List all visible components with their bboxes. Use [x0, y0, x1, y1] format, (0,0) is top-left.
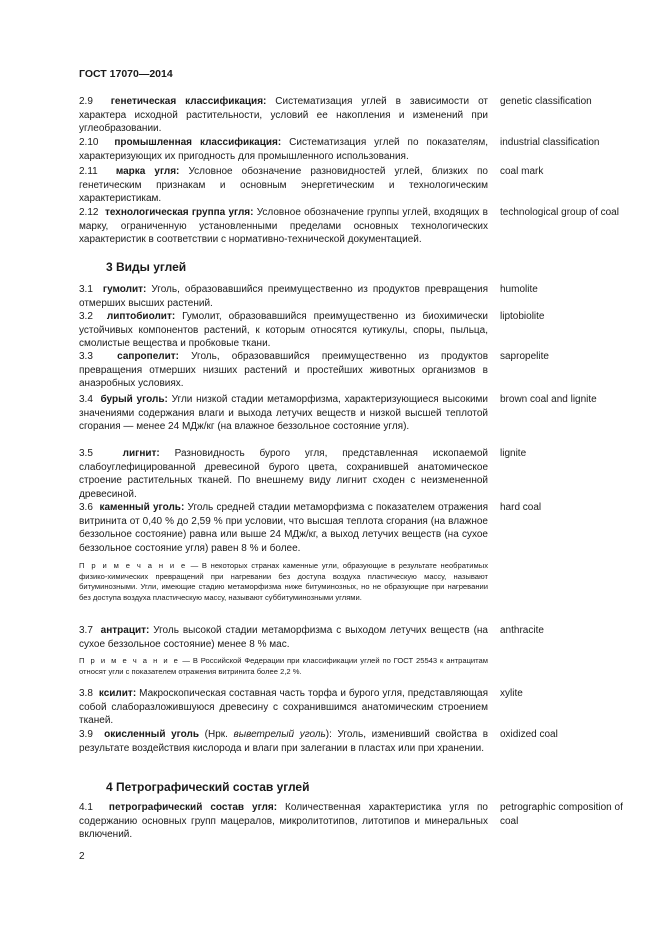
- note-text: — В некоторых странах каменные угли, образующие в результате необратимых физико-химических превращений при нагревании без доступа воздуха пластическую массу, называют битуминозными. Угли, имеющие стадию метаморфизма ниже битуминозных, но не образующие при нагревании без доступа воздуха пластическую массу, называют суббитуминозными углями.: [79, 561, 489, 602]
- entry-number: 3.6: [79, 502, 93, 513]
- entry-definition: Угли низкой стадии метаморфизма, характеризующиеся высокими значениями содержания влаги и выхода летучих веществ и низкой высшей теплотой сгорания — менее 24 МДж/кг (на влажное беззольное состояние угля).: [79, 394, 488, 432]
- entry-term: лигнит:: [122, 448, 160, 459]
- entry-definition: Условное обозначение разновидностей углей, близких по генетическим признакам и основным энергетическим и технологическим характеристикам.: [79, 166, 488, 204]
- note-label: П р и м е ч а н и е: [79, 561, 187, 570]
- entry-term: ксилит:: [98, 688, 137, 699]
- entry-2-9: [79, 95, 488, 136]
- entry-3-1: [79, 283, 488, 310]
- term-en-3-7: anthracite: [500, 625, 544, 636]
- term-en-3-5: lignite: [500, 448, 527, 459]
- entry-term: окисленный уголь: [104, 729, 200, 740]
- entry-definition: Гумолит, образовавшийся преимущественно из биохимически устойчивых компонентов растений, к которым относятся кутикулы, споры, пыльца, смолистые вещества и пробковые ткани.: [79, 311, 488, 349]
- note-text: — В Российской Федерации при классификации углей по ГОСТ 25543 к антрацитам относят угли с показателем отражения витринита более 2,2 %.: [79, 656, 488, 676]
- entry-number: 2.9: [79, 96, 93, 107]
- entry-number: 3.4: [79, 394, 93, 405]
- entry-number: 3.5: [79, 448, 93, 459]
- entry-3-7: [79, 624, 488, 651]
- entry-number: 3.9: [79, 729, 93, 740]
- note-anthracite: [79, 656, 488, 677]
- note-hard-coal: [79, 561, 488, 603]
- entry-2-11: [79, 165, 488, 206]
- term-en-3-8: xylite: [500, 688, 523, 699]
- term-en-3-6: hard coal: [500, 502, 542, 513]
- entry-term: гумолит:: [102, 284, 147, 295]
- entry-definition: Уголь высокой стадии метаморфизма с выходом летучих веществ (на сухое беззольное состояние) менее 8 % мас.: [79, 625, 488, 650]
- term-en-3-4: brown coal and lignite: [500, 394, 597, 405]
- entry-3-4: [79, 393, 488, 434]
- entry-3-8: [79, 687, 488, 728]
- entry-definition: Систематизация углей по показателям, характеризующих их пригодность для промышленного использования.: [79, 137, 488, 162]
- entry-number: 2.12: [79, 207, 99, 218]
- entry-3-9: [79, 728, 488, 755]
- entry-2-10: [79, 136, 488, 163]
- entry-term: генетическая классификация:: [110, 96, 267, 107]
- entry-term: сапропелит:: [117, 351, 179, 362]
- entry-definition: ): Уголь, изменивший свойства в результате воздействия кислорода и влаги при залегании в пластах или при хранении.: [79, 729, 489, 754]
- entry-abbrev: (Нрк.: [199, 729, 234, 740]
- entry-4-1: [79, 801, 488, 842]
- term-en-3-2: liptobiolite: [500, 311, 545, 322]
- term-en-3-3: sapropelite: [500, 351, 549, 362]
- term-en-3-9: oxidized coal: [500, 729, 558, 740]
- entry-definition: Разновидность бурого угля, представленная ископаемой слабоуглефицированной древесиной бурого цвета, сохранившей анатомическое строение растительных тканей. По внешнему виду лигнит сходен с неизмененной древесиной.: [79, 448, 488, 500]
- entry-3-2: [79, 310, 488, 351]
- entry-definition: Уголь, образовавшийся преимущественно из продуктов превращения отмерших низших растений и простейших животных организмов в анаэробных условиях.: [79, 351, 489, 389]
- term-en-2-9: genetic classification: [500, 96, 592, 107]
- entry-3-5: [79, 447, 488, 501]
- entry-definition: Макроскопическая составная часть торфа и бурого угля, представляющая собой слаборазложившуюся древесину с сохранившимся анатомическим строением тканей.: [79, 688, 488, 726]
- entry-number: 3.1: [79, 284, 93, 295]
- term-en-3-1: humolite: [500, 284, 538, 295]
- entry-term: петрографический состав угля:: [108, 802, 278, 813]
- entry-3-3: [79, 350, 488, 391]
- entry-number: 3.2: [79, 311, 93, 322]
- entry-number: 3.8: [79, 688, 93, 699]
- note-label: П р и м е ч а н и е: [79, 656, 180, 665]
- entry-definition: Уголь средней стадии метаморфизма с показателем отражения витринита от 0,40 % до 2,59 % при условии, что высшая теплота сгорания (на влажное беззольное состояние) равна или выше 24 МДж/кг, а выход летучих веществ (на сухое беззольное состояние угля) равен 8 % и более.: [79, 502, 488, 554]
- term-en-2-11: coal mark: [500, 166, 544, 177]
- entry-term: промышленная классификация:: [114, 137, 282, 148]
- entry-3-6: [79, 501, 488, 555]
- section-3-heading: 3 Виды углей: [106, 260, 187, 274]
- entry-number: 4.1: [79, 802, 93, 813]
- entry-number: 2.11: [79, 166, 98, 177]
- term-en-4-1: petrographic composition of coal: [500, 802, 623, 827]
- entry-definition: Систематизация углей в зависимости от характера исходной растительности, условий ее накопления и изменений при углеобразовании.: [79, 96, 488, 134]
- section-4-heading: 4 Петрографический состав углей: [106, 780, 310, 794]
- entry-definition: Уголь, образовавшийся преимущественно из продуктов превращения отмерших высших растений.: [79, 284, 488, 309]
- entry-number: 3.3: [79, 351, 93, 362]
- entry-definition: Условное обозначение группы углей, входящих в марку, ограниченную установленными пределами основных технологических характеристик в соответствии с нормативно-технической документацией.: [79, 207, 488, 245]
- term-en-2-12: technological group of coal: [500, 207, 619, 218]
- entry-term: марка угля:: [115, 166, 180, 177]
- entry-term: бурый уголь:: [100, 394, 168, 405]
- term-en-2-10: industrial classification: [500, 137, 600, 148]
- entry-2-12: [79, 206, 488, 247]
- document-header: ГОСТ 17070—2014: [79, 68, 173, 80]
- entry-term: каменный уголь:: [99, 502, 185, 513]
- entry-number: 3.7: [79, 625, 93, 636]
- entry-term: липтобиолит:: [106, 311, 176, 322]
- entry-definition: Количественная характеристика угля по содержанию основных групп мацералов, микролитотипов, литотипов и минеральных включений.: [79, 802, 488, 840]
- entry-term: антрацит:: [100, 625, 150, 636]
- page-number: 2: [79, 851, 85, 862]
- entry-number: 2.10: [79, 137, 99, 148]
- entry-deprecated-term: выветрелый уголь: [233, 729, 326, 740]
- entry-term: технологическая группа угля:: [104, 207, 254, 218]
